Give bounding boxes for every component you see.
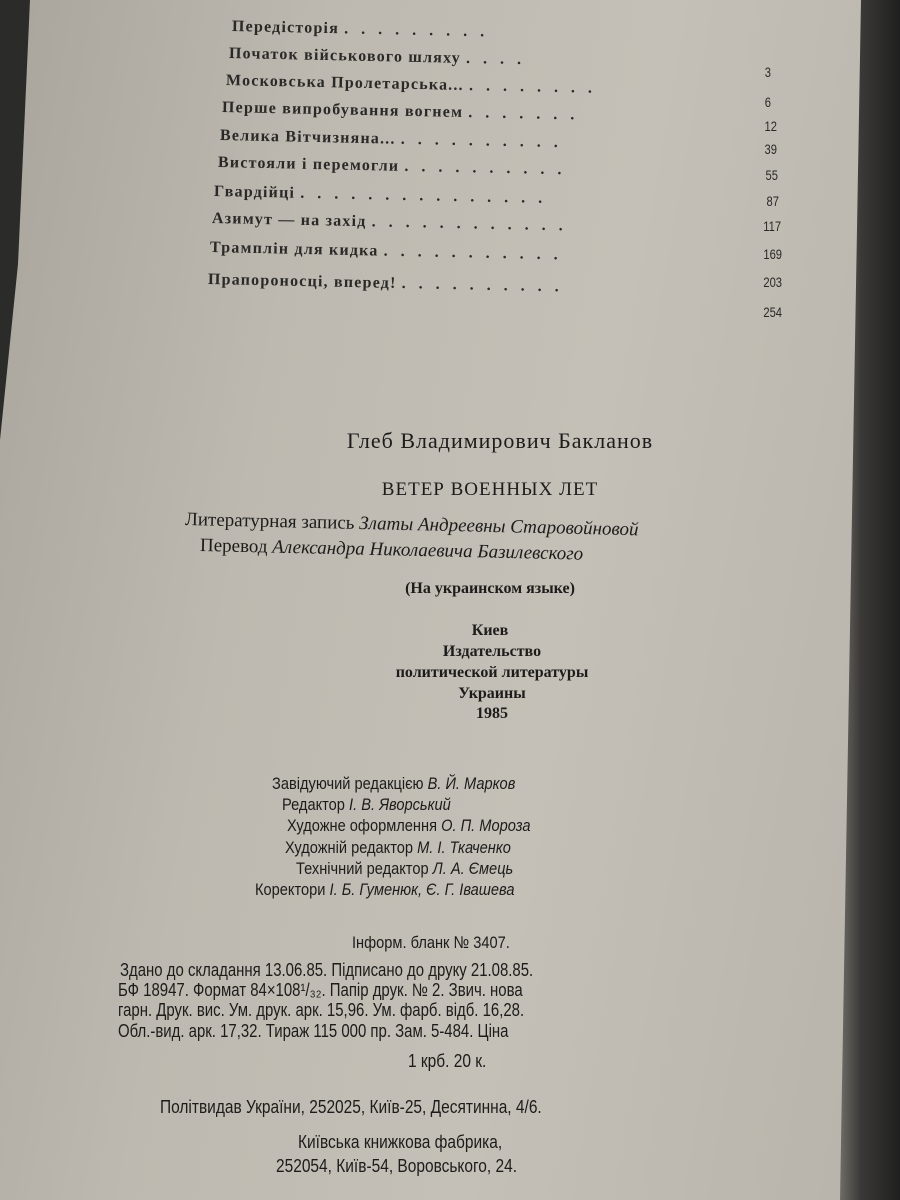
inform-blank: Інформ. бланк № 3407.: [352, 933, 510, 952]
toc-entry: Гвардійці ...............: [213, 183, 556, 208]
printing-factory: Київська книжкова фабрика,: [298, 1132, 503, 1152]
toc-page-number: 6: [764, 94, 772, 110]
toc-entry: Передісторія .........: [231, 18, 498, 41]
publisher-line: Украины: [458, 685, 526, 702]
literary-record-label: Литературная запись: [184, 509, 355, 534]
toc-entry: Азимут — на захід ............: [211, 210, 576, 235]
toc-entry: Вистояли і перемогли ..........: [217, 154, 575, 179]
credit-line: Художній редактор М. І. Ткаченко: [285, 838, 511, 857]
credit-line: Редактор І. В. Яворський: [282, 795, 451, 814]
toc-page-number: 39: [764, 141, 778, 157]
publisher-line: политической литературы: [395, 664, 589, 681]
toc-entry: Прапороносці, вперед! ..........: [207, 271, 572, 296]
author-name: Глеб Владимирович Бакланов: [346, 428, 654, 453]
toc-entry: Початок військового шляху ....: [228, 45, 535, 69]
language-note: (На украинском языке): [405, 580, 575, 597]
toc-page-number: 12: [764, 118, 778, 134]
credit-line: Коректори І. Б. Гуменюк, Є. Г. Івашева: [255, 880, 515, 899]
publisher-address: Політвидав України, 252025, Київ-25, Десятинна, 4/6.: [160, 1097, 542, 1117]
toc-entry: Перше випробування вогнем .......: [221, 99, 588, 124]
toc-page-number: 254: [763, 304, 783, 320]
price-line: 1 крб. 20 к.: [408, 1051, 487, 1071]
toc-entry: Московська Пролетарська... ........: [225, 72, 606, 97]
printing-factory-address: 252054, Київ-54, Воровського, 24.: [276, 1156, 518, 1176]
book-cover-edge-right: [840, 0, 900, 1200]
literary-record-name: Златы Андреевны Старовойновой: [358, 512, 639, 541]
credit-line: Завідуючий редакцією В. Й. Марков: [272, 774, 516, 793]
publication-year: 1985: [476, 705, 508, 722]
toc-page-number: 55: [765, 167, 779, 183]
translation-line: [200, 535, 584, 566]
imprint-line: Обл.-вид. арк. 17,32. Тираж 115 000 пр. Зам. 5-484. Ціна: [118, 1021, 509, 1041]
toc-entry: Велика Вітчизняна... ..........: [219, 127, 572, 152]
credit-line: Художне оформлення О. П. Мороза: [287, 816, 531, 835]
imprint-line: Здано до складання 13.06.85. Підписано до друку 21.08.85.: [120, 960, 534, 980]
translation-label: Перевод: [199, 535, 268, 558]
book-title: ВЕТЕР ВОЕННЫХ ЛЕТ: [381, 479, 599, 500]
translator-name: Александра Николаевича Базилевского: [272, 536, 584, 565]
book-edge-left: [0, 0, 30, 440]
imprint-line: БФ 18947. Формат 84×108¹/₃₂. Папір друк. № 2. Звич. нова: [118, 980, 523, 1000]
toc-page-number: 117: [763, 218, 782, 234]
toc-page-number: 203: [763, 274, 783, 290]
city: Киев: [471, 622, 509, 639]
toc-page-number: 169: [763, 246, 783, 262]
toc-page-number: 3: [764, 64, 772, 80]
toc-page-number: 87: [766, 193, 780, 209]
imprint-line: гарн. Друк. вис. Ум. друк. арк. 15,96. Ум. фарб. відб. 16,28.: [118, 1000, 525, 1020]
toc-entry: Трамплін для кидка ...........: [209, 239, 571, 264]
credit-line: Технічний редактор Л. А. Ємець: [296, 859, 514, 878]
publisher-line: Издательство: [442, 643, 542, 660]
